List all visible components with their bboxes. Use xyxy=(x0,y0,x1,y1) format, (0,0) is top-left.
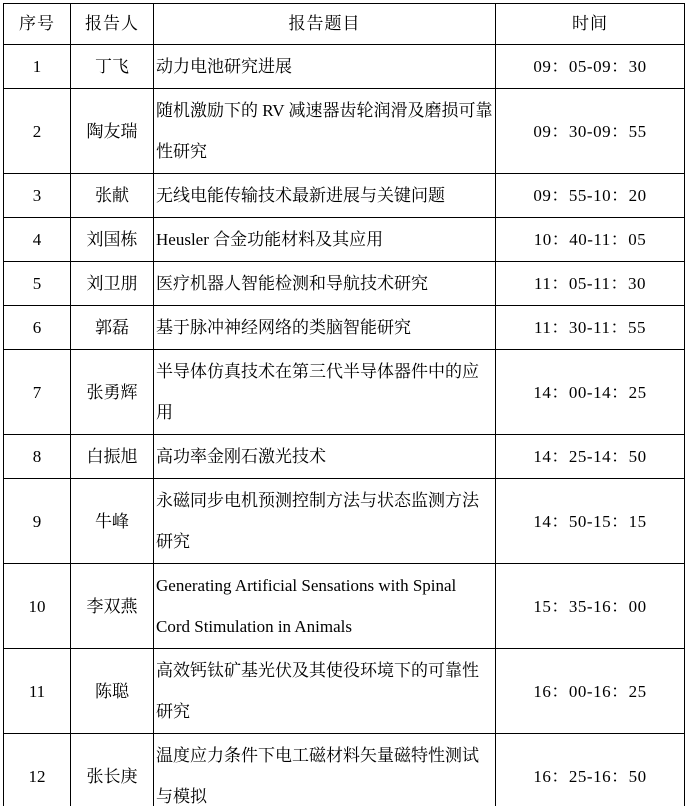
cell-speaker: 丁飞 xyxy=(71,45,154,89)
cell-time: 14：00-14：25 xyxy=(496,350,685,435)
cell-speaker: 白振旭 xyxy=(71,435,154,479)
cell-title: 随机激励下的 RV 减速器齿轮润滑及磨损可靠性研究 xyxy=(154,89,496,174)
cell-speaker: 陈聪 xyxy=(71,649,154,734)
cell-time: 14：50-15：15 xyxy=(496,479,685,564)
cell-time: 16：25-16：50 xyxy=(496,734,685,806)
table-header-row xyxy=(4,4,685,45)
cell-speaker: 陶友瑞 xyxy=(71,89,154,174)
cell-no: 10 xyxy=(4,564,71,649)
table-row xyxy=(4,89,685,174)
header-no: 序号 xyxy=(4,4,71,45)
cell-title: Heusler 合金功能材料及其应用 xyxy=(154,218,496,262)
cell-no: 6 xyxy=(4,306,71,350)
cell-speaker: 李双燕 xyxy=(71,564,154,649)
cell-time: 11：05-11：30 xyxy=(496,262,685,306)
cell-time: 11：30-11：55 xyxy=(496,306,685,350)
table-row xyxy=(4,350,685,435)
cell-time: 16：00-16：25 xyxy=(496,649,685,734)
cell-title: 高效钙钛矿基光伏及其使役环境下的可靠性研究 xyxy=(154,649,496,734)
cell-title: 无线电能传输技术最新进展与关键问题 xyxy=(154,174,496,218)
table-row xyxy=(4,262,685,306)
table-row xyxy=(4,564,685,649)
table-row xyxy=(4,479,685,564)
table-row xyxy=(4,306,685,350)
cell-time: 10：40-11：05 xyxy=(496,218,685,262)
header-speaker: 报告人 xyxy=(71,4,154,45)
cell-speaker: 郭磊 xyxy=(71,306,154,350)
cell-no: 11 xyxy=(4,649,71,734)
cell-no: 2 xyxy=(4,89,71,174)
cell-time: 09：30-09：55 xyxy=(496,89,685,174)
cell-no: 4 xyxy=(4,218,71,262)
table-row xyxy=(4,45,685,89)
cell-speaker: 刘国栋 xyxy=(71,218,154,262)
cell-speaker: 张勇辉 xyxy=(71,350,154,435)
table-row xyxy=(4,174,685,218)
cell-time: 14：25-14：50 xyxy=(496,435,685,479)
cell-no: 12 xyxy=(4,734,71,806)
table-row xyxy=(4,218,685,262)
header-title: 报告题目 xyxy=(154,4,496,45)
cell-title: 高功率金刚石激光技术 xyxy=(154,435,496,479)
cell-title: 温度应力条件下电工磁材料矢量磁特性测试与模拟 xyxy=(154,734,496,806)
header-time: 时间 xyxy=(496,4,685,45)
cell-speaker: 牛峰 xyxy=(71,479,154,564)
table-row xyxy=(4,649,685,734)
cell-no: 1 xyxy=(4,45,71,89)
cell-title: 医疗机器人智能检测和导航技术研究 xyxy=(154,262,496,306)
cell-title: 永磁同步电机预测控制方法与状态监测方法研究 xyxy=(154,479,496,564)
cell-speaker: 张献 xyxy=(71,174,154,218)
cell-speaker: 刘卫朋 xyxy=(71,262,154,306)
cell-no: 3 xyxy=(4,174,71,218)
cell-title: 基于脉冲神经网络的类脑智能研究 xyxy=(154,306,496,350)
cell-no: 5 xyxy=(4,262,71,306)
cell-no: 7 xyxy=(4,350,71,435)
cell-title: Generating Artificial Sensations with Spinal Cord Stimulation in Animals xyxy=(154,564,496,649)
cell-no: 9 xyxy=(4,479,71,564)
cell-title: 半导体仿真技术在第三代半导体器件中的应用 xyxy=(154,350,496,435)
cell-speaker: 张长庚 xyxy=(71,734,154,806)
table-row xyxy=(4,435,685,479)
table-row xyxy=(4,734,685,806)
cell-time: 09：05-09：30 xyxy=(496,45,685,89)
report-schedule-table xyxy=(3,3,685,806)
cell-time: 15：35-16：00 xyxy=(496,564,685,649)
cell-time: 09：55-10：20 xyxy=(496,174,685,218)
cell-no: 8 xyxy=(4,435,71,479)
cell-title: 动力电池研究进展 xyxy=(154,45,496,89)
